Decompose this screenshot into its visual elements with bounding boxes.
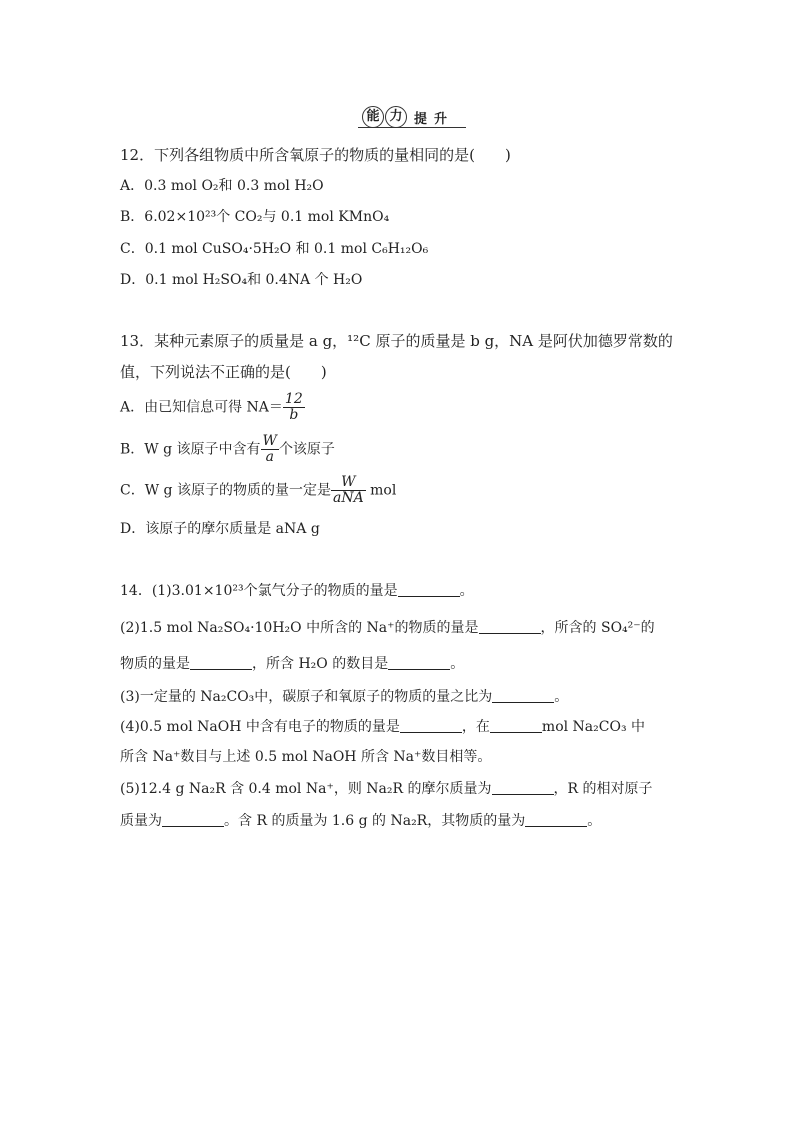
- q13-a-fraction: [283, 392, 305, 423]
- q14-2-text-d: ，所含 H₂O 的数目是: [252, 656, 389, 672]
- q14-1-text: 14．(1)3.01×10²³个氯气分子的物质的量是: [120, 583, 398, 599]
- q14-2-end: 。: [450, 656, 465, 672]
- q12-option-d: D．0.1 mol H₂SO₄和 0.4NA 个 H₂O: [120, 272, 363, 288]
- q13-c-text-after: mol: [365, 482, 397, 499]
- q13-option-a: [120, 392, 305, 423]
- answer-blank[interactable]: [400, 718, 462, 733]
- q14-1-end: 。: [459, 583, 474, 599]
- q13-option-c: [120, 475, 396, 506]
- q14-5-text-d: 。含 R 的质量为 1.6 g 的 Na₂R，其物质的量为: [224, 813, 526, 829]
- banner-circle-char-2: 力: [385, 106, 407, 128]
- q13-b-fraction: [261, 434, 279, 465]
- q14-4-text-b: ，在: [461, 719, 490, 735]
- q14-part-3: [120, 688, 568, 706]
- q13-b-text: B．W g 该原子中含有: [120, 441, 261, 458]
- q14-3-end: 。: [554, 689, 569, 705]
- banner-char-3: 提: [414, 112, 428, 127]
- answer-blank[interactable]: [388, 655, 450, 670]
- answer-blank[interactable]: [492, 780, 554, 795]
- answer-blank[interactable]: [162, 812, 224, 827]
- q13-stem-line-2: 值，下列说法不正确的是( ): [120, 363, 327, 381]
- q13-b-text-after: 个该原子: [278, 441, 335, 458]
- banner-circle-char-1: 能: [362, 106, 384, 128]
- answer-blank[interactable]: [190, 655, 252, 670]
- q14-2-text: (2)1.5 mol Na₂SO₄·10H₂O 中所含的 Na⁺的物质的量是: [120, 620, 479, 636]
- q14-5-text-c: 质量为: [120, 813, 162, 829]
- q13-c-fraction: [331, 475, 366, 506]
- q13-c-numerator: W: [341, 474, 356, 490]
- q12-option-c: C．0.1 mol CuSO₄·5H₂O 和 0.1 mol C₆H₁₂O₆: [120, 241, 429, 257]
- q12-option-a: A．0.3 mol O₂和 0.3 mol H₂O: [120, 178, 324, 194]
- q13-c-text: C．W g 该原子的物质的量一定是: [120, 482, 331, 499]
- answer-blank[interactable]: [490, 718, 542, 733]
- q14-part-5-line-2: [120, 812, 601, 830]
- q14-5-text-b: ，R 的相对原子: [553, 781, 653, 797]
- q13-a-text: A．由已知信息可得 NA＝: [120, 399, 283, 416]
- answer-blank[interactable]: [525, 812, 587, 827]
- q14-part-2-line-1: [120, 619, 655, 637]
- q13-a-numerator: 12: [284, 391, 303, 407]
- banner-char-4: 升: [434, 112, 448, 127]
- q13-c-denominator: aNA: [332, 490, 364, 506]
- q13-b-denominator: a: [261, 449, 279, 465]
- q14-5-text: (5)12.4 g Na₂R 含 0.4 mol Na⁺，则 Na₂R 的摩尔质量为: [120, 781, 492, 797]
- q14-2-text-mid: ，所含的 SO₄²⁻的: [540, 620, 655, 636]
- q13-a-denominator: b: [283, 407, 305, 423]
- q13-option-b: [120, 434, 335, 465]
- answer-blank[interactable]: [398, 582, 460, 597]
- q14-part-2-line-2: [120, 655, 464, 673]
- q14-part-5-line-1: [120, 780, 653, 798]
- q14-2-text-c: 物质的量是: [120, 656, 190, 672]
- q14-5-end: 。: [587, 813, 602, 829]
- q14-part-4-line-2: 所含 Na⁺数目与上述 0.5 mol NaOH 所含 Na⁺数目相等。: [120, 749, 492, 765]
- q13-b-numerator: W: [262, 433, 277, 449]
- q14-3-text: (3)一定量的 Na₂CO₃中，碳原子和氧原子的物质的量之比为: [120, 689, 493, 705]
- q14-4-text-c: mol Na₂CO₃ 中: [541, 719, 646, 735]
- q12-option-b: B．6.02×10²³个 CO₂与 0.1 mol KMnO₄: [120, 209, 390, 225]
- answer-blank[interactable]: [479, 619, 541, 634]
- q13-stem-line-1: 13．某种元素原子的质量是 a g，¹²C 原子的质量是 b g，NA 是阿伏加德罗常数的: [120, 332, 673, 350]
- q14-4-text: (4)0.5 mol NaOH 中含有电子的物质的量是: [120, 719, 400, 735]
- q14-part-4-line-1: [120, 718, 645, 736]
- q12-stem: 12．下列各组物质中所含氧原子的物质的量相同的是( ): [120, 146, 511, 164]
- answer-blank[interactable]: [492, 688, 554, 703]
- q14-part-1: [120, 582, 474, 600]
- section-banner: [358, 103, 466, 129]
- q13-option-d: D．该原子的摩尔质量是 aNA g: [120, 521, 320, 537]
